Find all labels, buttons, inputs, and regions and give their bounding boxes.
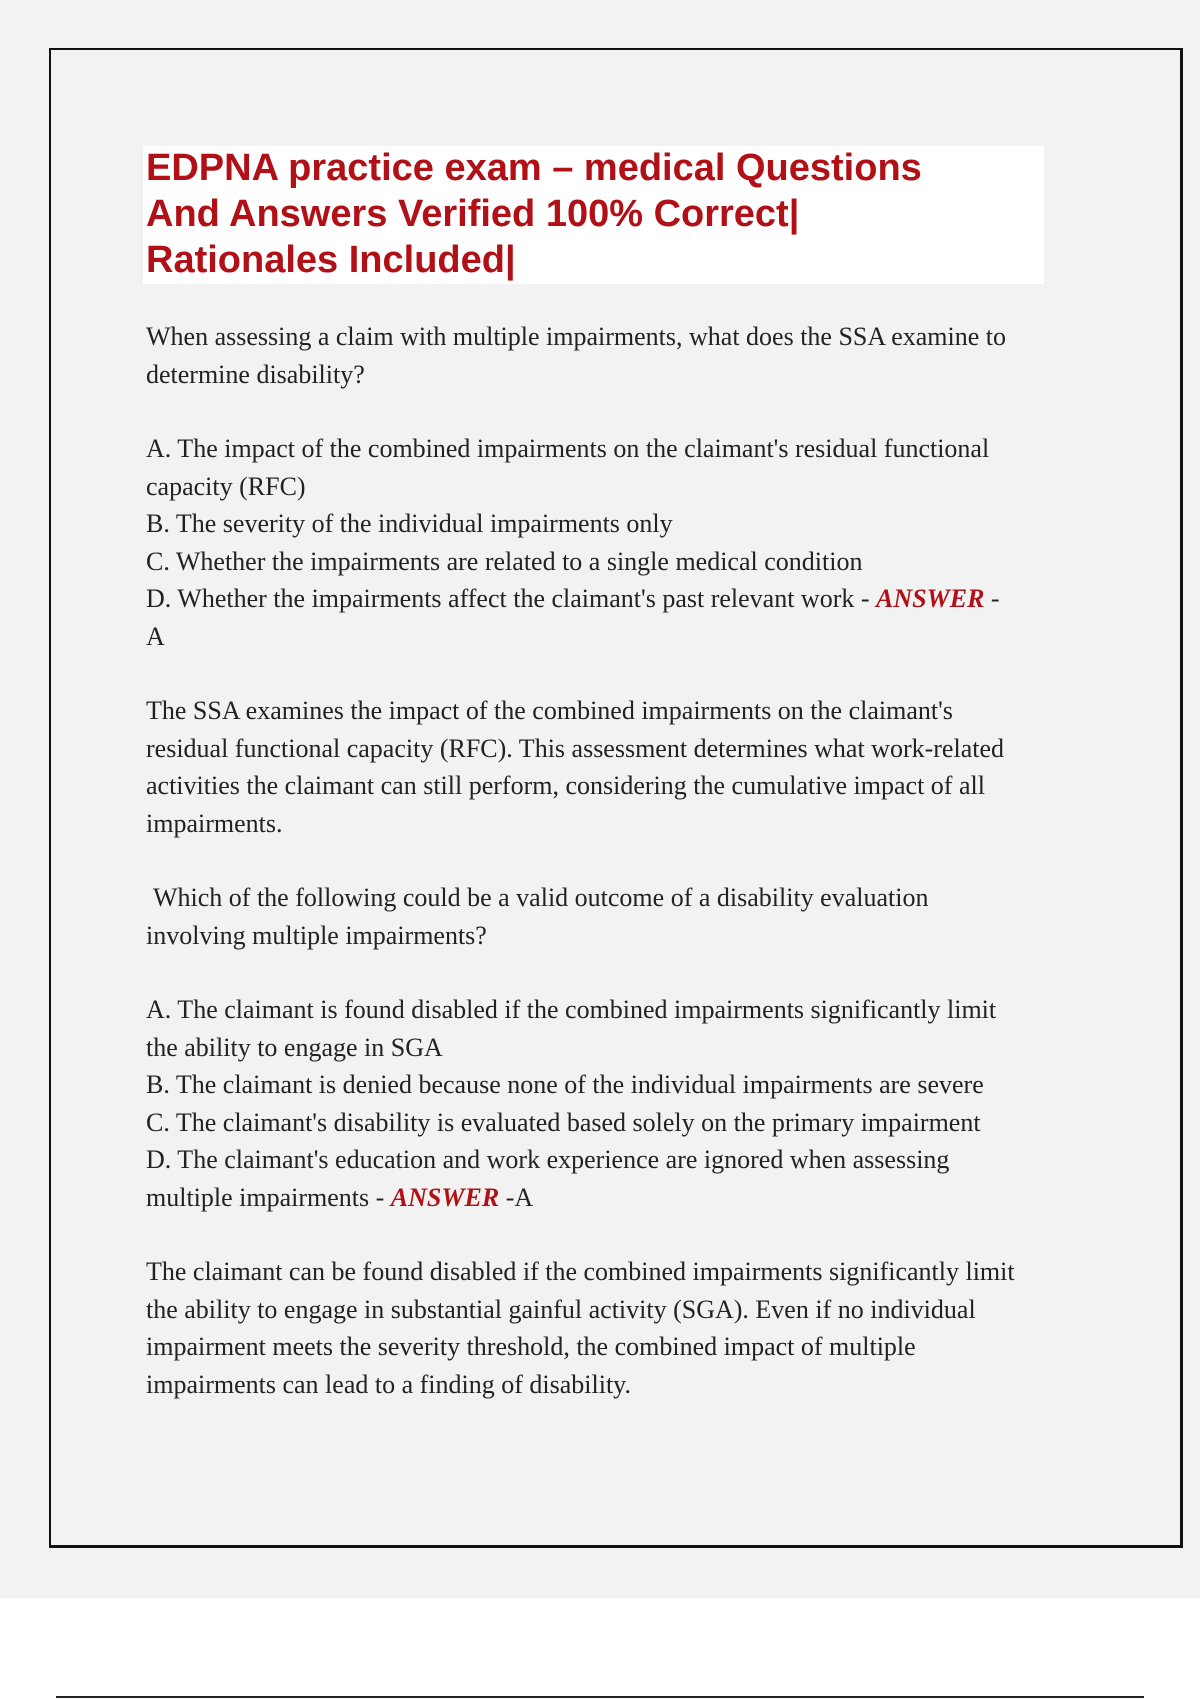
answer-label: ANSWER [876, 584, 985, 613]
question-block-1 [146, 318, 1096, 842]
option-line: D. Whether the impairments affect the claimant's past relevant work - [146, 584, 877, 613]
footer-divider [56, 1696, 1144, 1698]
option-line: B. The severity of the individual impairments only [146, 509, 673, 538]
question-text: When assessing a claim with multiple impairments, what does the SSA examine to determine disability? [146, 322, 1007, 389]
rationale-text: The claimant can be found disabled if the combined impairments significantly limit the ability to engage in substantial gainful activity (SGA). Even if no individual impairment meets the severity threshold, the combined impact of multiple impairments can lead to a finding of disability. [146, 1257, 1015, 1399]
question-block-2 [146, 879, 1096, 1403]
rationale-text: The SSA examines the impact of the combined impairments on the claimant's residual functional capacity (RFC). This assessment determines what work-related activities the claimant can still perform, considering the cumulative impact of all impairments. [146, 696, 1004, 838]
option-line: multiple impairments - [146, 1182, 391, 1212]
answer-options [146, 430, 1096, 655]
answer-label: ANSWER [390, 1182, 500, 1212]
document-title [146, 145, 1036, 283]
question-text: Which of the following could be a valid outcome of a disability evaluation involving multiple impairments? [146, 883, 929, 950]
answer-value: -A [499, 1182, 534, 1212]
option-line: D. The claimant's education and work experience are ignored when assessing [146, 1145, 950, 1174]
option-line: B. The claimant is denied because none of the individual impairments are severe [146, 1070, 984, 1099]
title-line: EDPNA practice exam – medical Questions [146, 147, 922, 189]
answer-separator: - [984, 584, 1000, 613]
option-line: A. The claimant is found disabled if the combined impairments significantly limit [146, 995, 997, 1024]
option-line: A. The impact of the combined impairments on the claimant's residual functional [146, 434, 990, 463]
option-line: C. The claimant's disability is evaluated based solely on the primary impairment [146, 1107, 981, 1137]
option-line: capacity (RFC) [146, 471, 306, 501]
answer-options [146, 991, 1096, 1216]
document-body [146, 318, 1096, 1403]
answer-value: A [146, 621, 165, 651]
title-line: And Answers Verified 100% Correct| [146, 193, 800, 235]
title-line: Rationales Included| [146, 239, 516, 281]
option-line: the ability to engage in SGA [146, 1032, 443, 1062]
option-line: C. Whether the impairments are related to a single medical condition [146, 546, 863, 576]
